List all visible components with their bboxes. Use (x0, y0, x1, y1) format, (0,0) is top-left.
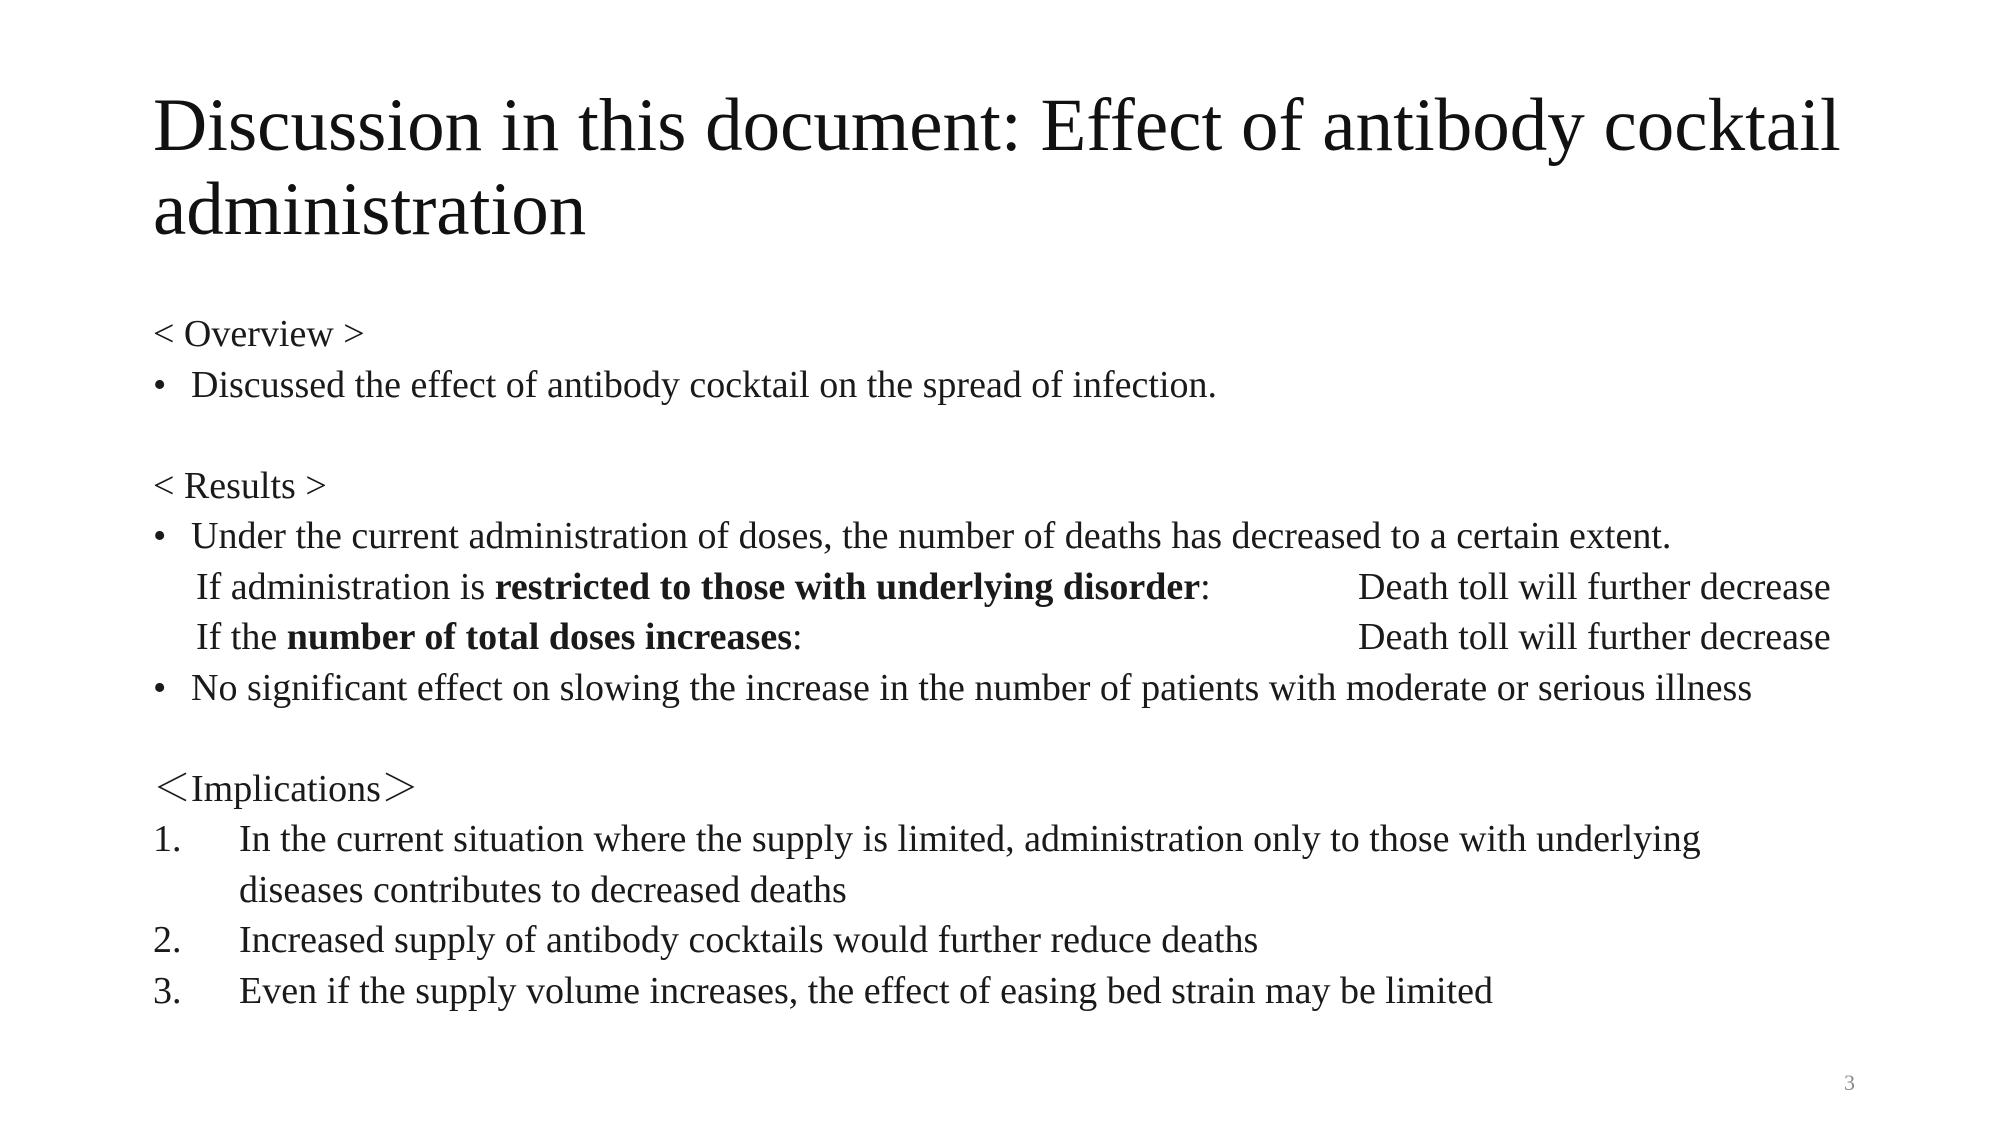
results-bullet-1 (153, 511, 1983, 562)
implication-item-1-continuation (153, 865, 1983, 916)
results-bullet-1-text: Under the current administration of doses, the number of deaths has decreased to a certain extent. (191, 515, 1672, 557)
implication-number: 2. (153, 919, 182, 961)
bullet-icon: • (153, 515, 167, 557)
overview-bullet-text: Discussed the effect of antibody cocktail on the spread of infection. (191, 363, 1218, 406)
results-sub-2 (153, 612, 1983, 663)
implication-item-2 (153, 915, 1983, 966)
overview-heading: < Overview > (153, 313, 365, 355)
implication-item-1-line-2: diseases contributes to decreased deaths (239, 868, 847, 911)
bullet-icon: • (153, 666, 167, 709)
results-sub-1-bold: restricted to those with underlying disorder (494, 565, 1201, 608)
results-sub-1-suffix: : (1200, 565, 1211, 608)
implications-heading: ＜Implications＞ (153, 767, 419, 810)
bullet-icon: • (153, 363, 167, 406)
slide-body (153, 309, 1983, 1016)
implication-item-3-text: Even if the supply volume increases, the effect of easing bed strain may be limited (239, 969, 1493, 1012)
page-number: 3 (1844, 1070, 1855, 1095)
results-bullet-2 (153, 663, 1983, 714)
results-sub-1-result: Death toll will further decrease (1358, 565, 1831, 608)
spacer (153, 713, 1983, 764)
implication-number: 3. (153, 969, 182, 1012)
results-sub-1 (153, 562, 1983, 613)
results-sub-1-prefix: If administration is (196, 565, 495, 608)
implication-item-3 (153, 966, 1983, 1017)
implication-item-1-line-1: In the current situation where the supply is limited, administration only to those with underlying (239, 818, 1701, 860)
implication-number: 1. (153, 818, 182, 860)
spacer (153, 410, 1983, 461)
implication-item-1 (153, 814, 1983, 865)
implication-item-2-text: Increased supply of antibody cocktails would further reduce deaths (239, 919, 1259, 961)
results-heading: < Results > (153, 464, 327, 507)
slide-title: Discussion in this document: Effect of antibody cocktail administration (153, 84, 1841, 251)
results-sub-2-result: Death toll will further decrease (1358, 616, 1831, 658)
results-sub-2-suffix: : (791, 616, 803, 658)
overview-bullet (153, 360, 1983, 411)
results-sub-2-prefix: If the (196, 616, 287, 658)
results-bullet-2-text: No significant effect on slowing the increase in the number of patients with moderate or serious illness (191, 666, 1753, 709)
results-sub-2-bold: number of total doses increases (286, 616, 792, 658)
